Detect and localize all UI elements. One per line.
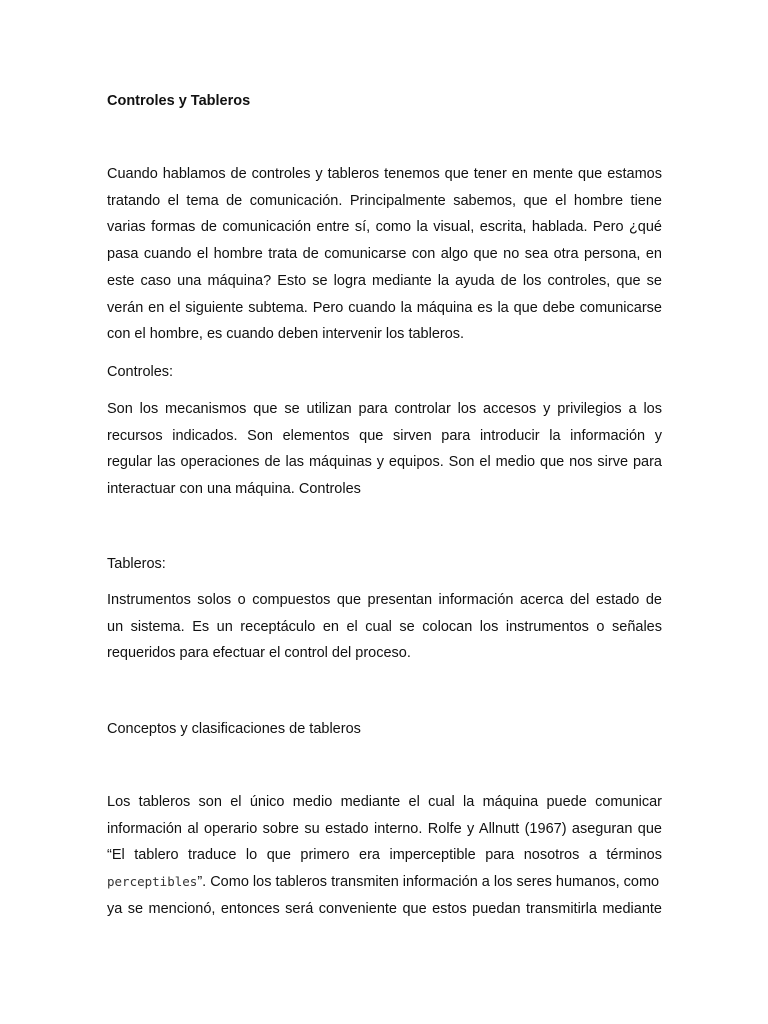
paragraph-line: Son los mecanismos que se utilizan para controlar los accesos y privilegios a los (107, 401, 662, 417)
paragraph-line: recursos indicados. Son elementos que sirven para introducir la información y (107, 427, 662, 444)
controles-heading: Controles: (107, 364, 174, 380)
tableros-heading: Tableros: (107, 556, 166, 572)
paragraph-line: Instrumentos solos o compuestos que presentan información acerca del estado de (107, 592, 662, 608)
paragraph-line (107, 869, 662, 896)
paragraph-line: con el hombre, es cuando deben intervenir los tableros. (107, 326, 465, 343)
paragraph-line: requeridos para efectuar el control del proceso. (107, 645, 411, 662)
paragraph-line: Los tableros son el único medio mediante el cual la máquina puede comunicar (107, 794, 662, 810)
mono-word: perceptibles (107, 874, 198, 890)
conceptos-paragraph (107, 789, 662, 923)
paragraph-line: ya se mencionó, entonces será conveniente que estos puedan transmitirla mediante (107, 900, 662, 917)
controles-paragraph (107, 396, 662, 503)
paragraph-line: este caso una máquina? Esto se logra mediante la ayuda de los controles, que se (107, 272, 662, 289)
paragraph-line: un sistema. Es un receptáculo en el cual se colocan los instrumentos o señales (107, 618, 662, 635)
paragraph-line: regular las operaciones de las máquinas y equipos. Son el medio que nos sirve para (107, 454, 662, 471)
paragraph-line: interactuar con una máquina. Controles (107, 481, 361, 498)
line-continuation: ”. Como los tableros transmiten información a los seres humanos, como (197, 874, 660, 891)
paragraph-line: tratando el tema de comunicación. Principalmente sabemos, que el hombre tiene (107, 192, 662, 209)
paragraph-line: varias formas de comunicación entre sí, como la visual, escrita, hablada. Pero ¿qué (107, 219, 662, 236)
paragraph-line: información al operario sobre su estado interno. Rolfe y Allnutt (1967) aseguran que (107, 820, 662, 837)
paragraph-line: “El tablero traduce lo que primero era imperceptible para nosotros a términos (107, 847, 662, 864)
paragraph-line: verán en el siguiente subtema. Pero cuando la máquina es la que debe comunicarse (107, 299, 662, 316)
paragraph-line: Cuando hablamos de controles y tableros tenemos que tener en mente que estamos (107, 166, 662, 182)
paragraph-line: pasa cuando el hombre trata de comunicarse con algo que no sea otra persona, en (107, 246, 662, 263)
conceptos-heading: Conceptos y clasificaciones de tableros (107, 721, 361, 737)
intro-paragraph (107, 161, 662, 348)
document-title: Controles y Tableros (107, 93, 251, 109)
tableros-paragraph (107, 587, 662, 667)
